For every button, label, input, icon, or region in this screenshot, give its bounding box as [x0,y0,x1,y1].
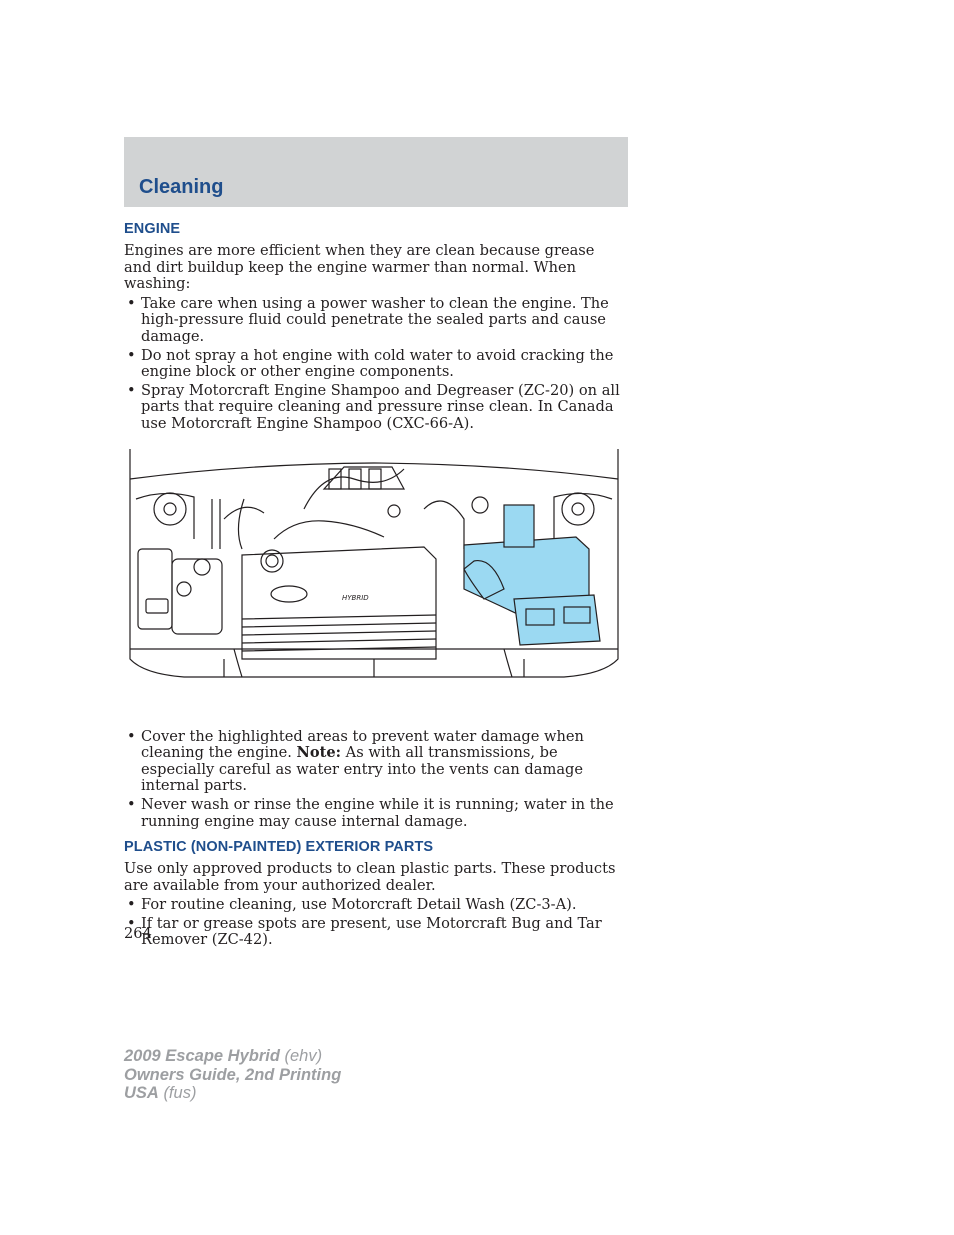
note-text: As with all transmissions, be especially careful as water entry into the vents can damage internal parts. [141,744,583,795]
footer-model: 2009 Escape Hybrid [124,1047,280,1065]
list-item: • Do not spray a hot engine with cold water to avoid cracking the engine block or other engine components. [124,348,624,381]
page-number: 264 [124,925,152,942]
footer-market-code: (fus) [163,1084,197,1102]
left-strut-tower [154,493,186,525]
plastic-bullet-list [124,897,624,949]
footer-line-2 [124,1066,341,1085]
engine-compartment-illustration [124,449,624,709]
list-item: • For routine cleaning, use Motorcraft Detail Wash (ZC-3-A). [124,897,624,914]
plastic-intro: Use only approved products to clean plastic parts. These products are available from your authorized dealer. [124,860,616,894]
footer-line-1 [124,1047,341,1066]
section-header-band [124,137,628,207]
footer-model-code: (ehv) [284,1047,323,1065]
engine-bullet-list [124,296,624,433]
footer-market: USA [124,1084,159,1102]
highlighted-intake-duct [504,505,534,547]
engine-heading: ENGINE [124,221,181,237]
plastic-parts-section [124,838,624,949]
list-item: • If tar or grease spots are present, use Motorcraft Bug and Tar Remover (ZC-42). [124,916,624,949]
note-label: Note: [296,744,342,762]
highlighted-fuse-box [514,595,600,645]
document-footer [124,1047,341,1103]
right-strut-tower [562,493,594,525]
footer-edition: Owners Guide, 2nd Printing [124,1065,342,1084]
engine-after-figure-list [124,729,624,831]
fluid-reservoir [138,549,172,629]
cover-instruction-text: Cover the highlighted areas to prevent water damage when cleaning the engine. [141,727,584,762]
footer-line-3 [124,1084,341,1103]
engine-diagram-svg [124,449,624,709]
list-item: • Spray Motorcraft Engine Shampoo and Degreaser (ZC-20) on all parts that require cleaning and pressure rinse clean. In Canada use Motorcraft Engine Shampoo (CXC-66-A). [124,383,624,433]
page-content [124,220,624,951]
engine-cover-hybrid-label: HYBRID [342,593,369,602]
list-item [124,729,624,795]
plastic-heading: PLASTIC (NON-PAINTED) EXTERIOR PARTS [124,839,434,856]
cowl-line [130,463,618,479]
list-item: • Take care when using a power washer to clean the engine. The high-pressure fluid could penetrate the sealed parts and cause damage. [124,296,624,346]
section-title: Cleaning [139,176,224,198]
engine-intro: Engines are more efficient when they are clean because grease and dirt buildup keep the engine warmer than normal. When washing: [124,242,595,293]
list-item: • Never wash or rinse the engine while it is running; water in the running engine may cause internal damage. [124,797,624,830]
